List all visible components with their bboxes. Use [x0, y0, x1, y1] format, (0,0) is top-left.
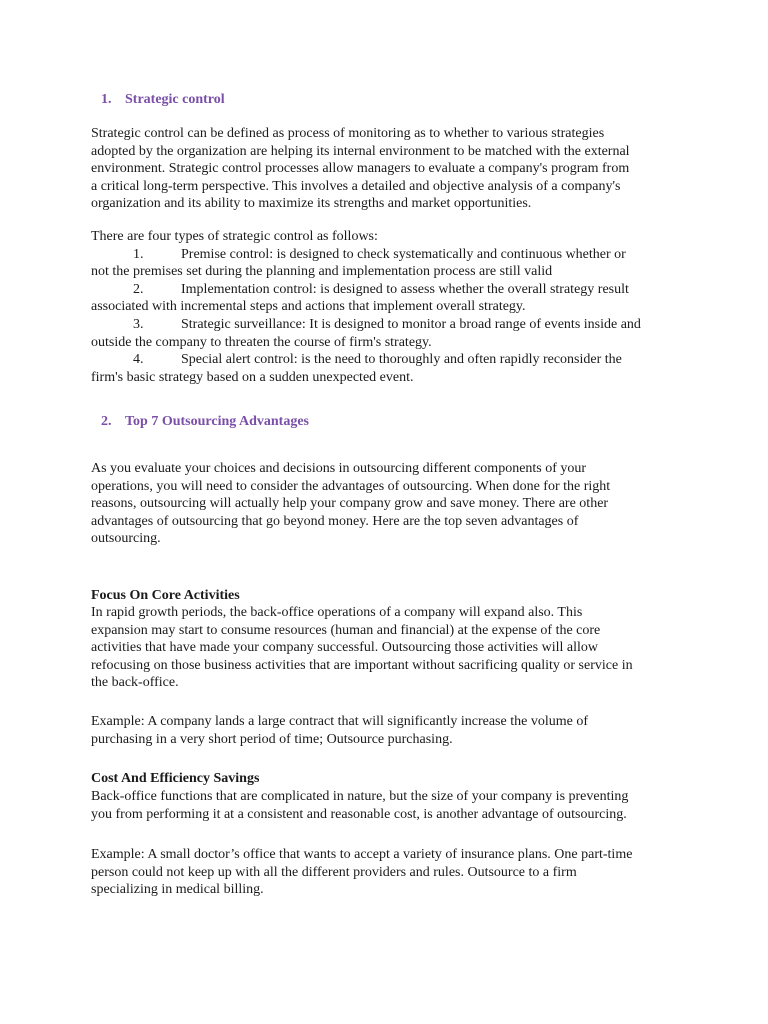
outsourcing-intro	[91, 460, 687, 548]
paragraph-line: environment. Strategic control processes allow managers to evaluate a company's program from	[91, 161, 630, 177]
list-item: 3. Strategic surveillance: It is designed to monitor a broad range of events inside and	[133, 316, 641, 332]
section-title: Strategic control	[125, 92, 225, 107]
advantage-example	[91, 846, 687, 899]
strategic-control-types	[91, 228, 687, 386]
paragraph-line: refocusing on those business activities that are important without sacrificing quality or service in	[91, 657, 633, 673]
paragraph-line: As you evaluate your choices and decisions in outsourcing different components of your	[91, 461, 587, 476]
strategic-control-definition	[91, 125, 687, 213]
paragraph-line: outsourcing.	[91, 531, 161, 547]
advantage-body	[91, 788, 687, 823]
list-item-continuation: outside the company to threaten the course of firm's strategy.	[91, 334, 432, 350]
types-intro: There are four types of strategic control as follows:	[91, 229, 378, 244]
advantage-body	[91, 604, 687, 692]
list-item: 1. Premise control: is designed to check systematically and continuous whether or	[133, 246, 626, 262]
paragraph-line: expansion may start to consume resources (human and financial) at the expense of the core	[91, 622, 601, 638]
list-item-continuation: not the premises set during the planning and implementation process are still valid	[91, 264, 553, 280]
paragraph-line: person could not keep up with all the different providers and rules. Outsource to a firm	[91, 864, 577, 880]
list-item: 2. Implementation control: is designed to assess whether the overall strategy result	[133, 281, 629, 297]
list-item-continuation: firm's basic strategy based on a sudden unexpected event.	[91, 369, 414, 385]
paragraph-line: the back-office.	[91, 675, 179, 691]
list-item: 4. Special alert control: is the need to thoroughly and often rapidly reconsider the	[133, 352, 622, 368]
paragraph-line: reasons, outsourcing will actually help your company grow and save money. There are other	[91, 496, 609, 512]
paragraph-line: specializing in medical billing.	[91, 882, 264, 898]
section-heading-outsourcing-advantages	[101, 413, 309, 431]
paragraph-line: Back-office functions that are complicated in nature, but the size of your company is preventing	[91, 789, 629, 804]
section-number: 1.	[101, 92, 112, 107]
advantage-title: Focus On Core Activities	[91, 588, 240, 603]
paragraph-line: you from performing it at a consistent and reasonable cost, is another advantage of outsourcing.	[91, 806, 627, 822]
paragraph-line: activities that have made your company successful. Outsourcing those activities will allow	[91, 640, 598, 656]
paragraph-line: operations, you will need to consider the advantages of outsourcing. When done for the right	[91, 478, 611, 494]
paragraph-line: a critical long-term perspective. This involves a detailed and objective analysis of a company's	[91, 178, 621, 194]
paragraph-line: In rapid growth periods, the back-office operations of a company will expand also. This	[91, 605, 583, 620]
paragraph-line: adopted by the organization are helping its internal environment to be matched with the external	[91, 143, 630, 159]
paragraph-line: Strategic control can be defined as process of monitoring as to whether to various strategies	[91, 126, 605, 141]
section-heading-strategic-control	[101, 91, 225, 109]
advantage-title: Cost And Efficiency Savings	[91, 771, 260, 786]
list-item-continuation: associated with incremental steps and actions that implement overall strategy.	[91, 299, 526, 315]
advantage-example	[91, 713, 687, 748]
section-number: 2.	[101, 414, 112, 429]
section-title: Top 7 Outsourcing Advantages	[125, 414, 309, 429]
paragraph-line: Example: A company lands a large contract that will significantly increase the volume of	[91, 714, 588, 729]
paragraph-line: purchasing in a very short period of time; Outsource purchasing.	[91, 731, 453, 747]
paragraph-line: organization and its ability to maximize its strengths and market opportunities.	[91, 196, 532, 212]
paragraph-line: advantages of outsourcing that go beyond money. Here are the top seven advantages of	[91, 513, 579, 529]
paragraph-line: Example: A small doctor’s office that wants to accept a variety of insurance plans. One part-time	[91, 847, 633, 862]
